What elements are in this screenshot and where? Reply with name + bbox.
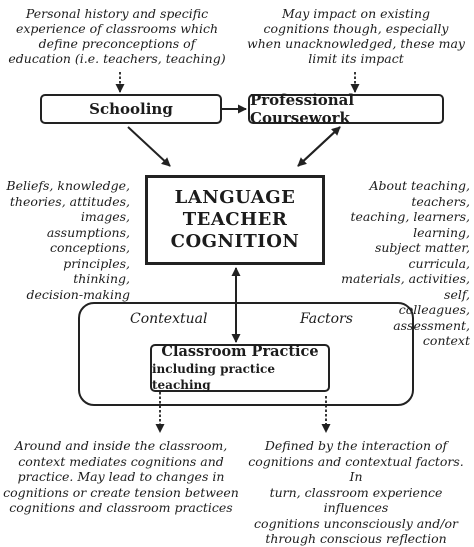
coursework-to-cognition-arrow bbox=[298, 127, 340, 166]
schooling-to-cognition-arrow bbox=[128, 127, 170, 166]
contextual-label: Contextual bbox=[130, 311, 208, 327]
schooling-box bbox=[40, 94, 222, 124]
schooling-description: Personal history and specific experience of classrooms which define preconceptions of education (i.e. teachers, teaching) bbox=[8, 6, 226, 66]
cognition-to-coursework-arrow bbox=[298, 127, 340, 166]
cognition-line-1: LANGUAGE bbox=[174, 187, 296, 208]
practice-description: Defined by the interaction of cognitions and contextual factors. In turn, classroom experience influences cognitions unconsciously and/or through conscious reflection bbox=[248, 438, 464, 546]
cognition-line-3: COGNITION bbox=[170, 231, 300, 252]
cognition-topics-list: About teaching, teachers, teaching, learners, learning, subject matter, curricula, materials, activities, self, colleagues, assessment, context bbox=[341, 178, 470, 348]
schooling-label: Schooling bbox=[89, 100, 173, 118]
classroom-practice-title: Classroom Practice bbox=[161, 343, 319, 360]
classroom-practice-subtitle: including practice teaching bbox=[152, 362, 275, 392]
classroom-practice-box bbox=[150, 344, 330, 392]
coursework-label: Professional Coursework bbox=[250, 91, 355, 127]
context-description: Around and inside the classroom, context mediates cognitions and practice. May lead to changes in cognitions or create tension between cognitions and classroom practices bbox=[3, 438, 239, 515]
factors-label: Factors bbox=[300, 311, 353, 327]
professional-coursework-box bbox=[248, 91, 444, 127]
language-teacher-cognition-box bbox=[145, 175, 325, 265]
cognition-line-2: TEACHER bbox=[182, 209, 288, 230]
coursework-description: May impact on existing cognitions though, especially when unacknowledged, these may limit its impact bbox=[247, 6, 465, 66]
cognition-types-list: Beliefs, knowledge, theories, attitudes, images, assumptions, conceptions, principles, thinking, decision-making bbox=[6, 178, 130, 302]
